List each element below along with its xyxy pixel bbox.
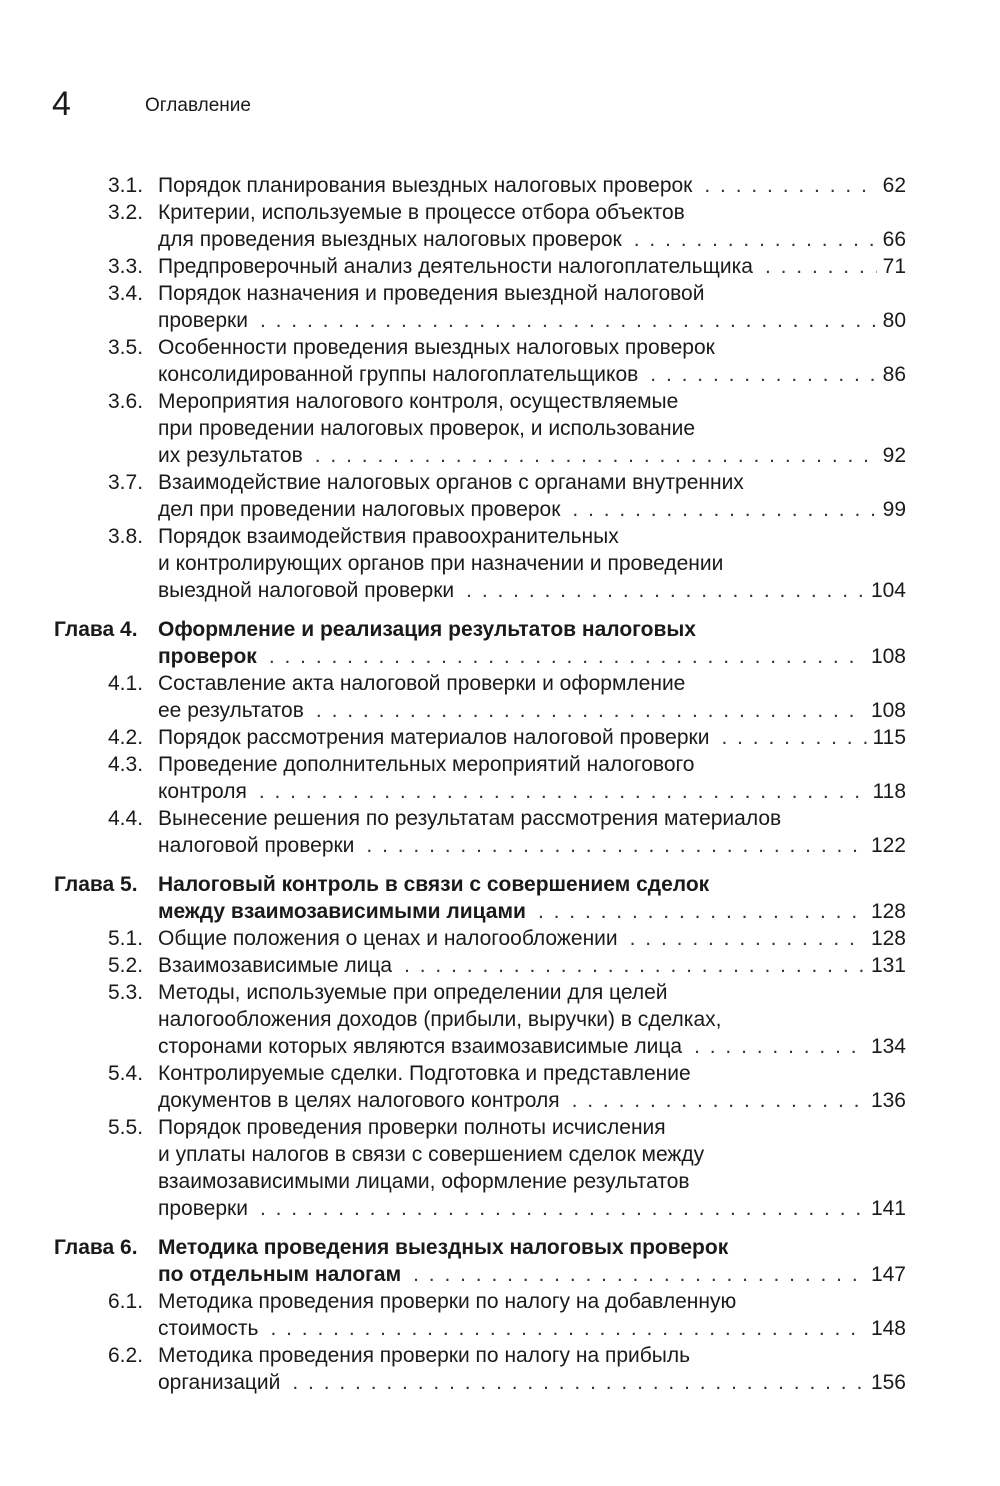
toc-entry-title-line: Контролируемые сделки. Подготовка и представление [158, 1062, 691, 1085]
toc-entry-number: 3.3. [108, 255, 144, 278]
toc-entry-title-line: и контролирующих органов при назначении и проведении [158, 552, 724, 575]
dot-leader [721, 724, 866, 751]
dot-leader [270, 1315, 864, 1342]
toc-entry-number: 4.2. [108, 726, 144, 749]
toc-page-number: 141 [870, 1197, 906, 1220]
toc-entry-title-line: для проведения выездных налоговых проверок [158, 228, 622, 251]
toc-entry-number: 5.2. [108, 954, 144, 977]
toc-entry-title-line: и уплаты налогов в связи с совершением сделок между [158, 1143, 705, 1166]
toc-entry-number: 5.4. [108, 1062, 144, 1085]
toc-page-number: 108 [870, 699, 906, 722]
toc-section-entry[interactable] [108, 979, 906, 1060]
toc-entry-title-line: проверки [158, 1197, 248, 1220]
toc-entry-number: 4.3. [108, 753, 144, 776]
toc-entry-title-line: по отдельным налогам [158, 1263, 402, 1286]
toc-entry-title-line: Взаимодействие налоговых органов с органами внутренних [158, 471, 744, 494]
toc-entry-number: 3.7. [108, 471, 144, 494]
toc-section-entry[interactable] [108, 172, 906, 199]
toc-entry-title-line: Оформление и реализация результатов налоговых [158, 618, 696, 641]
toc-entry-title-line: Проведение дополнительных мероприятий налогового [158, 753, 695, 776]
toc-entry-title-line: Особенности проведения выездных налоговых проверок [158, 336, 715, 359]
toc-section-entry[interactable] [108, 952, 906, 979]
dot-leader [316, 697, 865, 724]
toc-entry-title-line: выездной налоговой проверки [158, 579, 455, 602]
dot-leader [572, 496, 876, 523]
toc-entry-title-line: Вынесение решения по результатам рассмотрения материалов [158, 807, 782, 830]
toc-entry-title-line: проверок [158, 645, 257, 668]
toc-entry-title-line: Методика проведения выездных налоговых проверок [158, 1236, 729, 1259]
toc-page-number: 128 [870, 900, 906, 923]
page-number: 4 [52, 85, 71, 123]
toc-entry-number: 3.4. [108, 282, 144, 305]
toc-chapter-entry[interactable] [54, 616, 906, 670]
toc-section-entry[interactable] [108, 724, 906, 751]
toc-section-entry[interactable] [108, 1114, 906, 1222]
toc-section-entry[interactable] [108, 805, 906, 859]
dot-leader [315, 442, 877, 469]
toc-entry-title-line: при проведении налоговых проверок, и использование [158, 417, 696, 440]
toc-entry-number: Глава 4. [54, 618, 138, 641]
toc-entry-title-line: налоговой проверки [158, 834, 355, 857]
toc-entry-number: 4.4. [108, 807, 144, 830]
toc-entry-title-line: сторонами которых являются взаимозависимые лица [158, 1035, 683, 1058]
toc-entry-title-line: Налоговый контроль в связи с совершением сделок [158, 873, 710, 896]
dot-leader [292, 1369, 865, 1396]
toc-section-entry[interactable] [108, 199, 906, 253]
toc-entry-number: 3.6. [108, 390, 144, 413]
toc-entry-number: 5.5. [108, 1116, 144, 1139]
dot-leader [765, 253, 877, 280]
toc-entry-title-line: Методика проведения проверки по налогу на прибыль [158, 1344, 691, 1367]
dot-leader [572, 1087, 865, 1114]
toc-entry-title-line: Порядок назначения и проведения выездной налоговой [158, 282, 705, 305]
dot-leader [634, 226, 877, 253]
toc-entry-title-line: Взаимозависимые лица [158, 954, 393, 977]
dot-leader [413, 1261, 865, 1288]
toc-entry-number: Глава 6. [54, 1236, 138, 1259]
toc-page-number: 80 [882, 309, 906, 332]
toc-page-number: 66 [882, 228, 906, 251]
toc-section-entry[interactable] [108, 334, 906, 388]
toc-section-entry[interactable] [108, 751, 906, 805]
toc-entry-number: 3.8. [108, 525, 144, 548]
table-of-contents [0, 172, 1000, 1396]
dot-leader [259, 778, 867, 805]
toc-entry-title-line: Предпроверочный анализ деятельности налогоплательщика [158, 255, 753, 278]
toc-entry-title-line: Общие положения о ценах и налогообложении [158, 927, 618, 950]
running-title: Оглавление [145, 95, 251, 116]
toc-section-entry[interactable] [108, 253, 906, 280]
toc-page-number: 131 [870, 954, 906, 977]
toc-entry-title-line: контроля [158, 780, 247, 803]
toc-section-entry[interactable] [108, 1060, 906, 1114]
toc-page-number: 134 [870, 1035, 906, 1058]
toc-entry-title-line: взаимозависимыми лицами, оформление результатов [158, 1170, 690, 1193]
toc-entry-title-line: Порядок проведения проверки полноты исчисления [158, 1116, 666, 1139]
toc-entry-title-line: Методика проведения проверки по налогу на добавленную [158, 1290, 737, 1313]
toc-entry-number: 4.1. [108, 672, 144, 695]
toc-entry-title-line: Порядок взаимодействия правоохранительных [158, 525, 619, 548]
toc-section-entry[interactable] [108, 1342, 906, 1396]
dot-leader [630, 925, 865, 952]
dot-leader [466, 577, 865, 604]
dot-leader [694, 1033, 865, 1060]
toc-entry-number: 6.1. [108, 1290, 144, 1313]
toc-entry-title-line: проверки [158, 309, 248, 332]
toc-entry-title-line: Составление акта налоговой проверки и оформление [158, 672, 686, 695]
toc-entry-title-line: Порядок рассмотрения материалов налоговой проверки [158, 726, 710, 749]
toc-page-number: 104 [870, 579, 906, 602]
toc-page-number: 156 [870, 1371, 906, 1394]
toc-page-number: 62 [882, 174, 906, 197]
toc-page-number: 147 [870, 1263, 906, 1286]
toc-entry-title-line: ее результатов [158, 699, 304, 722]
dot-leader [366, 832, 865, 859]
dot-leader [260, 1195, 865, 1222]
toc-page-number: 71 [882, 255, 906, 278]
dot-leader [704, 172, 876, 199]
toc-entry-title-line: Порядок планирования выездных налоговых проверок [158, 174, 693, 197]
toc-chapter-entry[interactable] [54, 1234, 906, 1288]
toc-page-number: 136 [870, 1089, 906, 1112]
toc-section-entry[interactable] [108, 670, 906, 724]
toc-entry-title-line: стоимость [158, 1317, 259, 1340]
dot-leader [269, 643, 865, 670]
dot-leader [404, 952, 865, 979]
toc-entry-title-line: налогообложения доходов (прибыли, выручки) в сделках, [158, 1008, 722, 1031]
toc-entry-title-line: консолидированной группы налогоплательщиков [158, 363, 639, 386]
toc-page-number: 148 [870, 1317, 906, 1340]
toc-section-entry[interactable] [108, 469, 906, 523]
toc-entry-title-line: документов в целях налогового контроля [158, 1089, 560, 1112]
dot-leader [260, 307, 877, 334]
toc-entry-number: 3.1. [108, 174, 144, 197]
toc-entry-title-line: их результатов [158, 444, 303, 467]
toc-entry-title-line: Мероприятия налогового контроля, осуществляемые [158, 390, 679, 413]
toc-entry-number: 6.2. [108, 1344, 144, 1367]
toc-entry-number: 5.1. [108, 927, 144, 950]
toc-entry-title-line: дел при проведении налоговых проверок [158, 498, 561, 521]
dot-leader [650, 361, 876, 388]
toc-entry-title-line: организаций [158, 1371, 281, 1394]
toc-entry-number: 3.5. [108, 336, 144, 359]
toc-entry-number: 5.3. [108, 981, 144, 1004]
toc-entry-title-line: между взаимозависимыми лицами [158, 900, 526, 923]
toc-entry-number: 3.2. [108, 201, 144, 224]
toc-section-entry[interactable] [108, 925, 906, 952]
toc-page-number: 128 [870, 927, 906, 950]
toc-section-entry[interactable] [108, 1288, 906, 1342]
toc-page-number: 115 [872, 726, 906, 749]
toc-entry-title-line: Критерии, используемые в процессе отбора объектов [158, 201, 685, 224]
toc-page-number: 99 [882, 498, 906, 521]
toc-entry-title-line: Методы, используемые при определении для целей [158, 981, 668, 1004]
toc-section-entry[interactable] [108, 523, 906, 604]
toc-section-entry[interactable] [108, 388, 906, 469]
dot-leader [538, 898, 865, 925]
toc-page-number: 92 [882, 444, 906, 467]
toc-page-number: 86 [882, 363, 906, 386]
toc-page-number: 108 [870, 645, 906, 668]
toc-page-number: 122 [870, 834, 906, 857]
toc-chapter-entry[interactable] [54, 871, 906, 925]
toc-section-entry[interactable] [108, 280, 906, 334]
toc-entry-number: Глава 5. [54, 873, 138, 896]
toc-page-number: 118 [872, 780, 906, 803]
